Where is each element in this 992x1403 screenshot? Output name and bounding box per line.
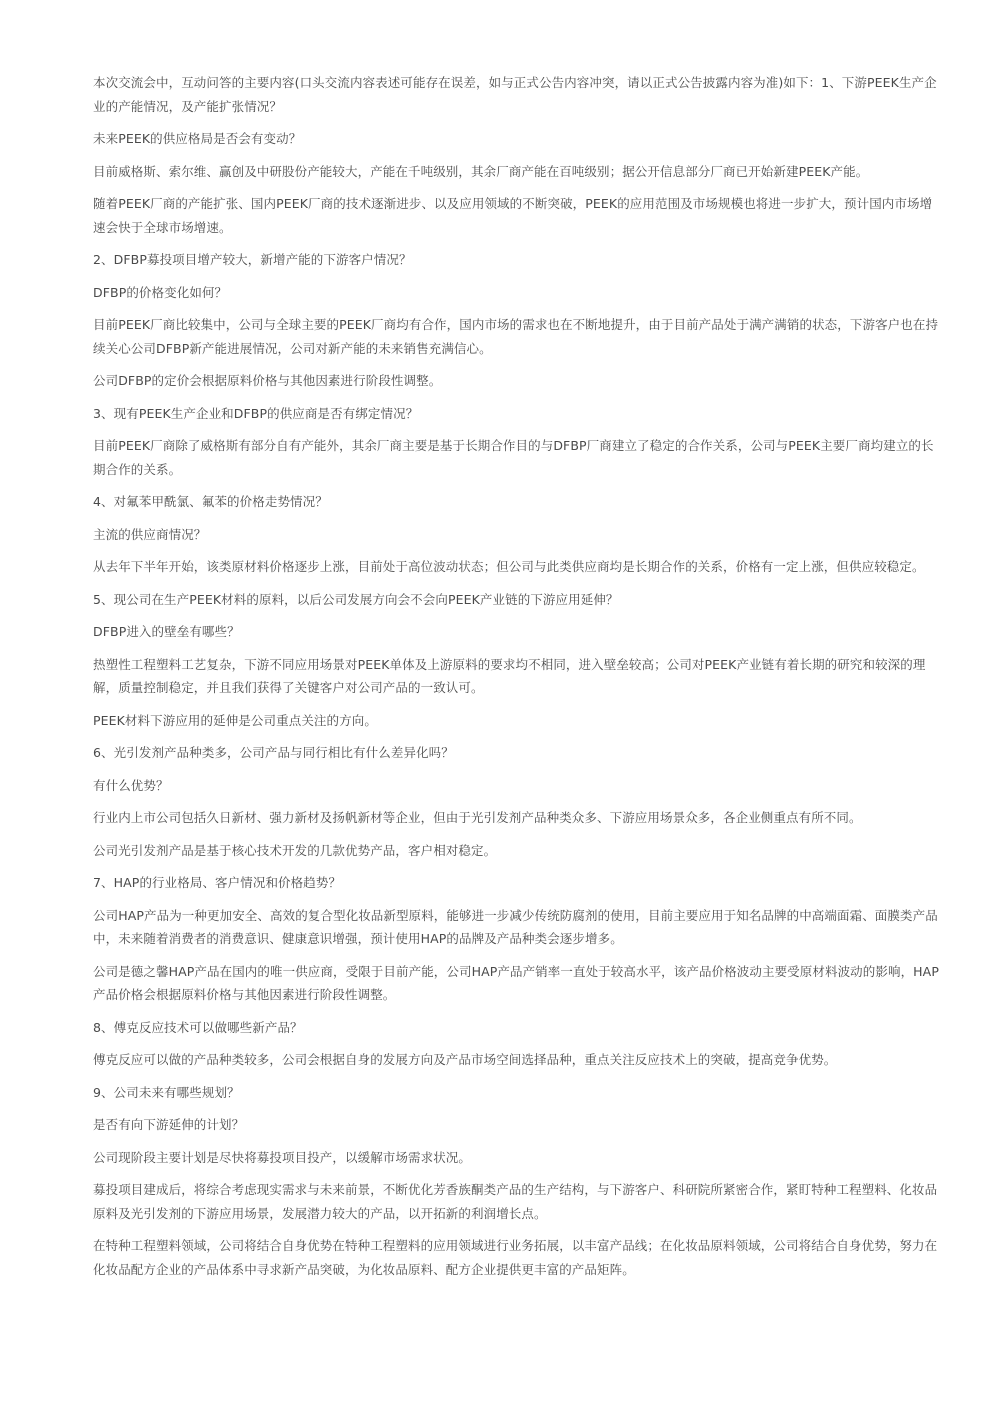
answer-6-part-2: 公司光引发剂产品是基于核心技术开发的几款优势产品，客户相对稳定。 [93,842,497,858]
question-9: 9、公司未来有哪些规划？ [93,1084,240,1100]
answer-5-part-2: PEEK材料下游应用的延伸是公司重点关注的方向。 [93,712,377,728]
question-1-sub: 未来PEEK的供应格局是否会有变动？ [93,131,302,146]
question-5: 5、现公司在生产PEEK材料的原料，以后公司发展方向会不会向PEEK产业链的下游应用延伸？ [93,591,619,607]
question-2: 2、DFBP募投项目增产较大，新增产能的下游客户情况？ [93,252,412,267]
intro-paragraph: 本次交流会中，互动问答的主要内容(口头交流内容表述可能存在误差，如与正式公告内容冲突，请以正式公告披露内容为准)如下：1、下游PEEK生产企业的产能情况，及产能扩张情况？ [93,75,937,114]
answer-4: 从去年下半年开始，该类原材料价格逐步上涨，目前处于高位波动状态；但公司与此类供应商均是长期合作的关系，价格有一定上涨，但供应较稳定。 [93,559,925,574]
answer-3: 目前PEEK厂商除了威格斯有部分自有产能外，其余厂商主要是基于长期合作目的与DFBP厂商建立了稳定的合作关系，公司与PEEK主要厂商均建立的长期合作的关系。 [93,438,934,477]
question-7: 7、HAP的行业格局、客户情况和价格趋势？ [93,875,342,890]
question-6: 6、光引发剂产品种类多，公司产品与同行相比有什么差异化吗？ [93,745,454,760]
question-4-sub: 主流的供应商情况？ [93,526,207,542]
answer-2-part-1: 目前PEEK厂商比较集中，公司与全球主要的PEEK厂商均有合作，国内市场的需求也在不断地提升，由于目前产品处于满产满销的状态，下游客户也在持续关心公司DFBP新产能进展情况，公司对新产能的未来销售充满信心。 [93,317,939,356]
answer-5-part-1: 热塑性工程塑料工艺复杂，下游不同应用场景对PEEK单体及上游原料的要求均不相同，进入壁垒较高；公司对PEEK产业链有着长期的研究和较深的理解，质量控制稳定，并且我们获得了关键客户对公司产品的一致认可。 [93,656,926,695]
question-8: 8、傅克反应技术可以做哪些新产品？ [93,1019,303,1035]
answer-8: 傅克反应可以做的产品种类较多，公司会根据自身的发展方向及产品市场空间选择品种，重点关注反应技术上的突破，提高竞争优势。 [93,1052,837,1067]
answer-7-part-1: 公司HAP产品为一种更加安全、高效的复合型化妆品新型原料，能够进一步减少传统防腐剂的使用，目前主要应用于知名品牌的中高端面霜、面膜类产品中，未来随着消费者的消费意识、健康意识增强，预计使用HAP的品牌及产品种类会逐步增多。 [93,907,938,946]
answer-1-part-1: 目前威格斯、索尔维、赢创及中研股份产能较大，产能在千吨级别，其余厂商产能在百吨级别；据公开信息部分厂商已开始新建PEEK产能。 [93,163,869,179]
question-3: 3、现有PEEK生产企业和DFBP的供应商是否有绑定情况？ [93,405,419,421]
answer-7-part-2: 公司是德之馨HAP产品在国内的唯一供应商，受限于目前产能，公司HAP产品产销率一直处于较高水平，该产品价格波动主要受原材料波动的影响，HAP产品价格会根据原料价格与其他因素进行阶段性调整。 [93,963,939,1002]
answer-6-part-1: 行业内上市公司包括久日新材、强力新材及扬帆新材等企业，但由于光引发剂产品种类众多、下游应用场景众多，各企业侧重点有所不同。 [93,810,862,825]
answer-2-part-2: 公司DFBP的定价会根据原料价格与其他因素进行阶段性调整。 [93,373,442,388]
question-9-sub: 是否有向下游延伸的计划？ [93,1117,245,1132]
answer-1-part-2: 随着PEEK厂商的产能扩张、国内PEEK厂商的技术逐渐进步、以及应用领域的不断突破，PEEK的应用范围及市场规模也将进一步扩大，预计国内市场增速会快于全球市场增速。 [93,196,933,235]
answer-9-part-3: 在特种工程塑料领域，公司将结合自身优势在特种工程塑料的应用领域进行业务拓展，以丰富产品线；在化妆品原料领域，公司将结合自身优势，努力在化妆品配方企业的产品体系中寻求新产品突破，为化妆品原料、配方企业提供更丰富的产品矩阵。 [93,1238,938,1277]
question-2-sub: DFBP的价格变化如何？ [93,284,228,300]
document-body [93,71,943,1290]
question-6-sub: 有什么优势？ [93,777,169,793]
answer-9-part-2: 募投项目建成后，将综合考虑现实需求与未来前景，不断优化芳香族酮类产品的生产结构，与下游客户、科研院所紧密合作，紧盯特种工程塑料、化妆品原料及光引发剂的下游应用场景，发展潜力较大的产品，以开拓新的利润增长点。 [93,1182,938,1221]
answer-9-part-1: 公司现阶段主要计划是尽快将募投项目投产，以缓解市场需求状况。 [93,1149,472,1165]
question-5-sub: DFBP进入的壁垒有哪些？ [93,624,240,639]
question-4: 4、对氟苯甲酰氯、氟苯的价格走势情况？ [93,494,328,509]
